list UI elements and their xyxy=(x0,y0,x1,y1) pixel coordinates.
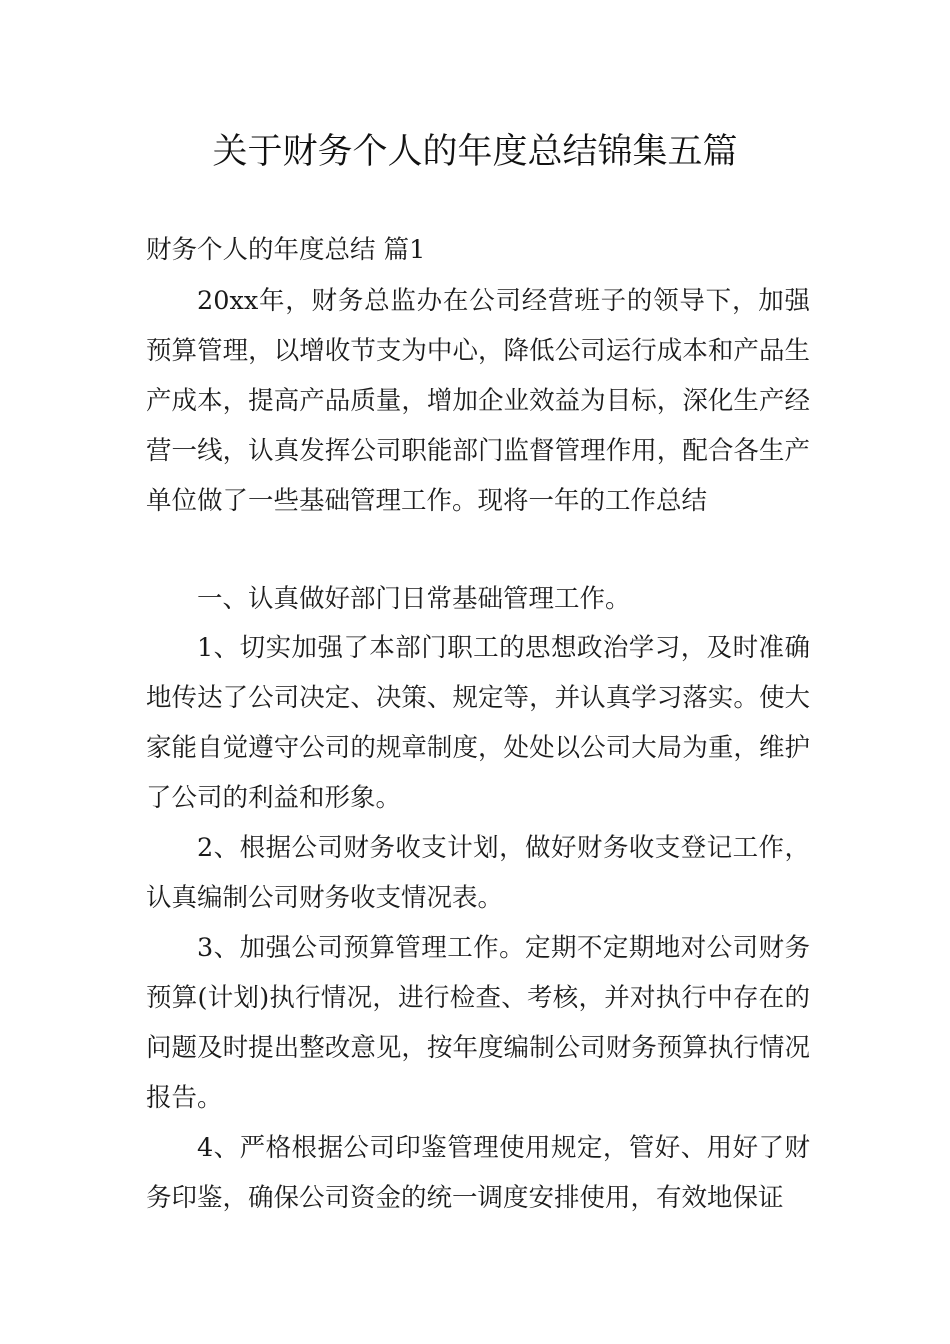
intro-paragraph: 20xx年，财务总监办在公司经营班子的领导下，加强预算管理，以增收节支为中心，降低公司运行成本和产品生产成本，提高产品质量，增加企业效益为目标，深化生产经营一线，认真发挥公司职能部门监督管理作用，配合各生产单位做了一些基础管理工作。现将一年的工作总结 xyxy=(146,286,810,516)
document-title: 关于财务个人的年度总结锦集五篇 xyxy=(212,132,738,172)
list-item: 3、加强公司预算管理工作。定期不定期地对公司财务预算(计划)执行情况，进行检查、考核，并对执行中存在的问题及时提出整改意见，按年度编制公司财务预算执行情况报告。 xyxy=(146,933,810,1113)
subsection-heading: 一、认真做好部门日常基础管理工作。 xyxy=(197,584,631,614)
list-item: 4、严格根据公司印鉴管理使用规定，管好、用好了财务印鉴，确保公司资金的统一调度安排使用，有效地保证 xyxy=(146,1133,810,1213)
list-item: 1、切实加强了本部门职工的思想政治学习，及时准确地传达了公司决定、决策、规定等，并认真学习落实。使大家能自觉遵守公司的规章制度，处处以公司大局为重，维护了公司的利益和形象。 xyxy=(146,633,810,813)
section-heading: 财务个人的年度总结 篇1 xyxy=(146,235,426,265)
list-item: 2、根据公司财务收支计划，做好财务收支登记工作，认真编制公司财务收支情况表。 xyxy=(146,833,810,913)
